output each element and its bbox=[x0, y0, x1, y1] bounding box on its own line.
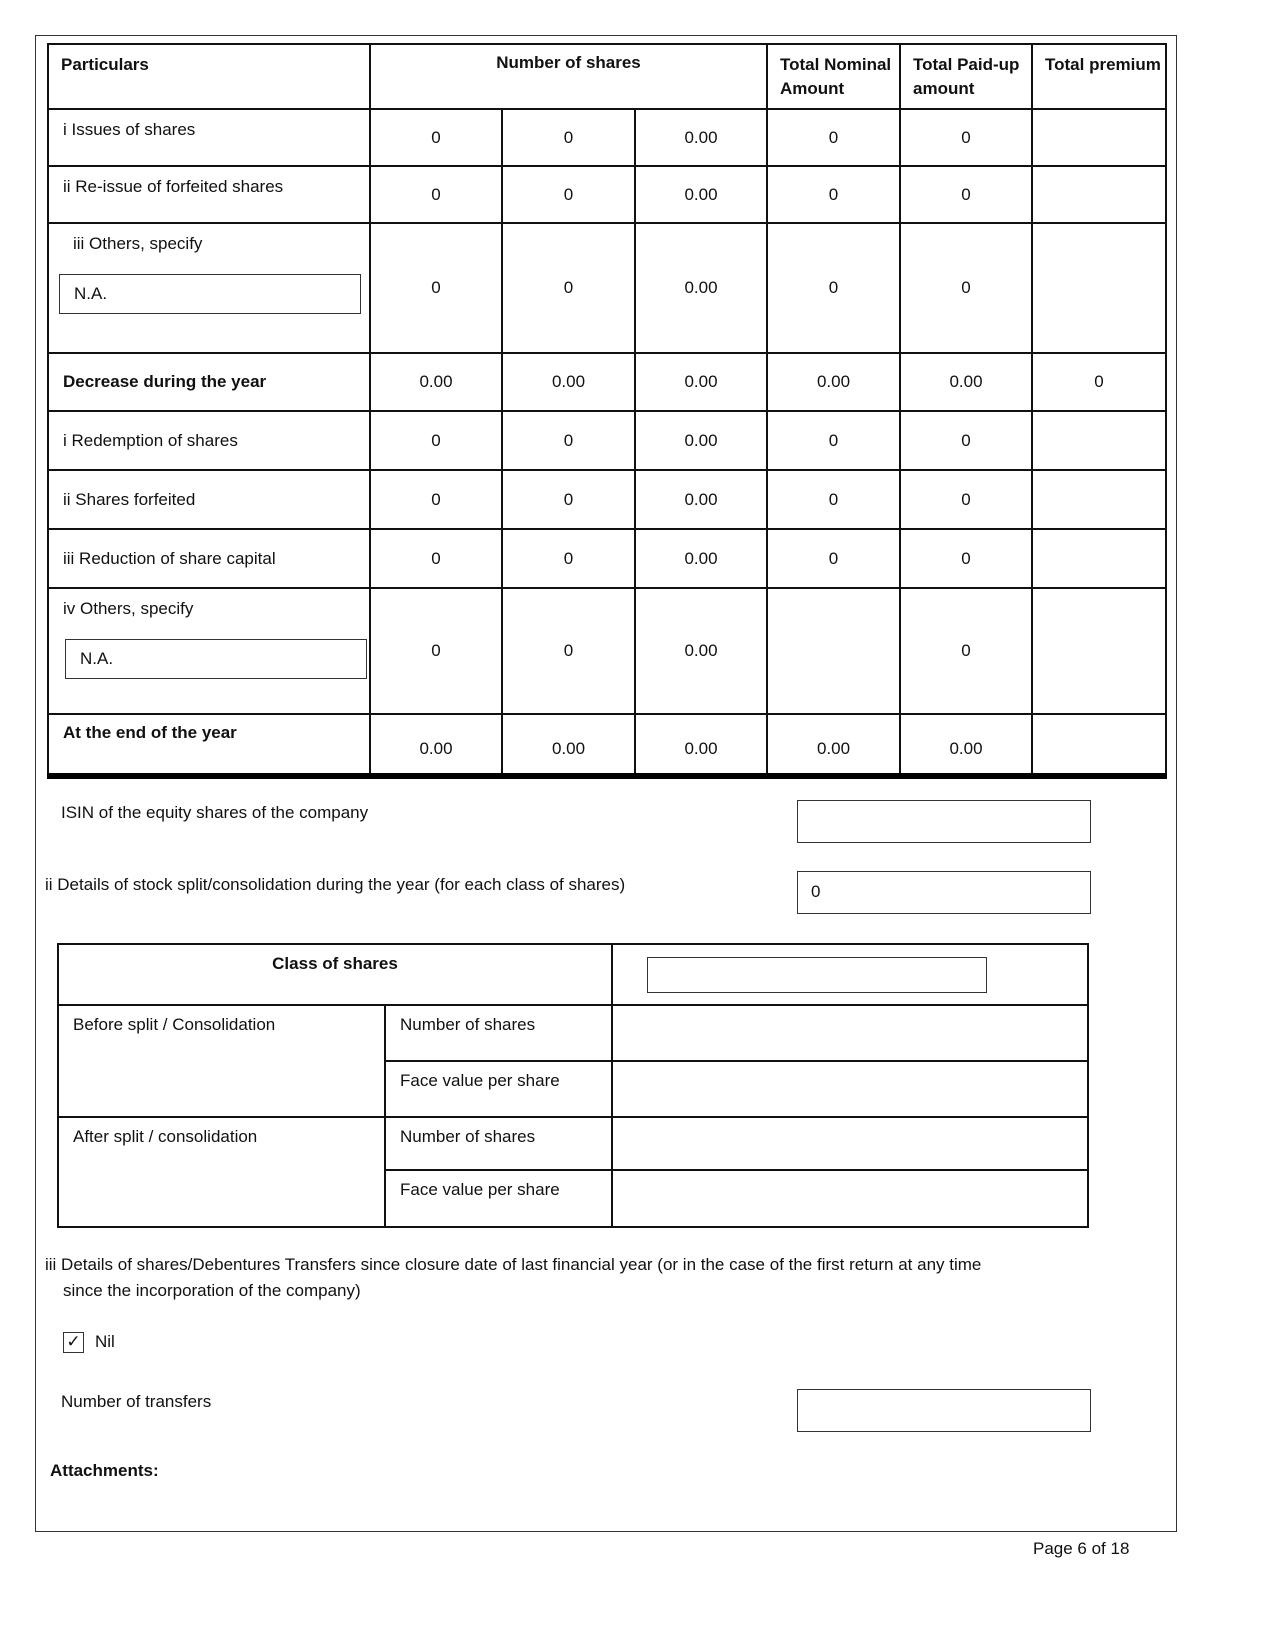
row-label: iii Others, specify bbox=[73, 234, 203, 253]
cell-value: 0 bbox=[502, 411, 635, 470]
cell-value: 0.00 bbox=[767, 353, 900, 411]
after-split-label: After split / consolidation bbox=[58, 1117, 385, 1170]
cell-value: 0.00 bbox=[635, 109, 767, 166]
nil-label: Nil bbox=[95, 1332, 115, 1351]
transfers-label-line1: iii Details of shares/Debentures Transfers since closure date of last financial year (or in the case of the first return at any time bbox=[45, 1255, 982, 1274]
cell-value bbox=[1032, 109, 1166, 166]
stock-split-label: ii Details of stock split/consolidation during the year (for each class of shares) bbox=[45, 875, 626, 894]
page-number: Page 6 of 18 bbox=[1033, 1539, 1130, 1558]
cell-value: 0 bbox=[900, 109, 1032, 166]
before-face-value-row bbox=[58, 1061, 1088, 1117]
table-header-row bbox=[48, 44, 1166, 109]
face-value-label: Face value per share bbox=[385, 1061, 612, 1117]
cell-value: 0 bbox=[502, 166, 635, 223]
cell-value: 0.00 bbox=[635, 529, 767, 588]
table-row bbox=[48, 166, 1166, 223]
cell-value: 0.00 bbox=[635, 411, 767, 470]
cell-value: 0.00 bbox=[370, 714, 502, 776]
class-of-shares-input[interactable] bbox=[647, 957, 987, 993]
cell-value: 0.00 bbox=[900, 714, 1032, 776]
attachments-label: Attachments: bbox=[50, 1461, 159, 1480]
face-value-label: Face value per share bbox=[385, 1170, 612, 1227]
cell-value: 0.00 bbox=[635, 714, 767, 776]
after-face-value-row bbox=[58, 1170, 1088, 1227]
header-total-nominal-amount: Total Nominal Amount bbox=[767, 44, 900, 109]
cell-value: 0 bbox=[370, 588, 502, 714]
header-particulars: Particulars bbox=[48, 44, 370, 109]
table-row-decrease bbox=[48, 353, 1166, 411]
cell-value: 0 bbox=[900, 588, 1032, 714]
header-total-paid-up-amount: Total Paid-up amount bbox=[900, 44, 1032, 109]
row-label: i Redemption of shares bbox=[48, 411, 370, 470]
cell-value: 0.00 bbox=[635, 470, 767, 529]
after-number-of-shares-input[interactable] bbox=[612, 1117, 1088, 1170]
table-row bbox=[48, 588, 1166, 714]
row-label: Decrease during the year bbox=[48, 353, 370, 411]
table-row bbox=[48, 223, 1166, 353]
cell-value: 0 bbox=[502, 588, 635, 714]
after-number-row bbox=[58, 1117, 1088, 1170]
class-of-shares-cell bbox=[612, 944, 1088, 1005]
cell-value: 0 bbox=[767, 529, 900, 588]
cell-value: 0.00 bbox=[767, 714, 900, 776]
cell-value: 0.00 bbox=[635, 353, 767, 411]
table-row bbox=[48, 109, 1166, 166]
table-row bbox=[48, 529, 1166, 588]
cell-value: 0 bbox=[370, 470, 502, 529]
cell-value: 0 bbox=[900, 529, 1032, 588]
number-of-shares-label: Number of shares bbox=[385, 1117, 612, 1170]
after-face-value-input[interactable] bbox=[612, 1170, 1088, 1227]
before-number-of-shares-input[interactable] bbox=[612, 1005, 1088, 1061]
class-of-shares-label: Class of shares bbox=[58, 944, 612, 1005]
header-number-of-shares: Number of shares bbox=[370, 44, 767, 109]
cell-value bbox=[1032, 470, 1166, 529]
class-of-shares-row bbox=[58, 944, 1088, 1005]
cell-value: 0 bbox=[370, 223, 502, 353]
share-capital-table bbox=[47, 43, 1167, 779]
before-number-row bbox=[58, 1005, 1088, 1061]
cell-value: 0.00 bbox=[502, 353, 635, 411]
cell-value: 0.00 bbox=[370, 353, 502, 411]
cell-value: 0 bbox=[370, 109, 502, 166]
cell-value: 0.00 bbox=[900, 353, 1032, 411]
others-specify-input[interactable]: N.A. bbox=[65, 639, 367, 679]
cell-value: 0 bbox=[900, 166, 1032, 223]
row-label: ii Shares forfeited bbox=[48, 470, 370, 529]
cell-value: 0 bbox=[370, 166, 502, 223]
cell-value bbox=[1032, 529, 1166, 588]
transfers-label-line2: since the incorporation of the company) bbox=[63, 1281, 361, 1300]
stock-split-count-input[interactable]: 0 bbox=[797, 871, 1091, 914]
cell-value: 0 bbox=[767, 411, 900, 470]
table-row bbox=[48, 470, 1166, 529]
table-row bbox=[48, 411, 1166, 470]
cell-value: 0 bbox=[767, 223, 900, 353]
isin-label: ISIN of the equity shares of the company bbox=[61, 803, 369, 822]
row-label: i Issues of shares bbox=[48, 109, 370, 166]
cell-value bbox=[1032, 166, 1166, 223]
cell-value: 0 bbox=[502, 109, 635, 166]
cell-value: 0 bbox=[502, 470, 635, 529]
cell-value bbox=[767, 588, 900, 714]
cell-value: 0 bbox=[767, 166, 900, 223]
row-label: ii Re-issue of forfeited shares bbox=[48, 166, 370, 223]
header-total-premium: Total premium bbox=[1032, 44, 1166, 109]
row-label: At the end of the year bbox=[48, 714, 370, 776]
others-specify-input[interactable]: N.A. bbox=[59, 274, 361, 314]
nil-checkbox[interactable] bbox=[63, 1332, 84, 1353]
cell-value: 0 bbox=[767, 109, 900, 166]
cell-value: 0.00 bbox=[635, 588, 767, 714]
cell-value: 0.00 bbox=[635, 166, 767, 223]
cell-value: 0.00 bbox=[635, 223, 767, 353]
after-split-spacer bbox=[58, 1170, 385, 1227]
cell-value: 0 bbox=[502, 529, 635, 588]
isin-input[interactable] bbox=[797, 800, 1091, 843]
cell-value bbox=[1032, 714, 1166, 776]
cell-value: 0 bbox=[370, 411, 502, 470]
row-label: iv Others, specify bbox=[63, 599, 194, 618]
checkmark-icon: ✓ bbox=[66, 1332, 81, 1351]
cell-value bbox=[1032, 223, 1166, 353]
cell-value: 0.00 bbox=[502, 714, 635, 776]
cell-value: 0 bbox=[900, 470, 1032, 529]
cell-value: 0 bbox=[900, 411, 1032, 470]
before-split-label: Before split / Consolidation bbox=[58, 1005, 385, 1061]
before-face-value-input[interactable] bbox=[612, 1061, 1088, 1117]
table-row-end-of-year bbox=[48, 714, 1166, 776]
cell-value: 0 bbox=[370, 529, 502, 588]
cell-value: 0 bbox=[502, 223, 635, 353]
cell-value bbox=[1032, 411, 1166, 470]
cell-value bbox=[1032, 588, 1166, 714]
number-of-transfers-input[interactable] bbox=[797, 1389, 1091, 1432]
stock-split-table bbox=[57, 943, 1089, 1228]
number-of-transfers-label: Number of transfers bbox=[61, 1392, 212, 1411]
number-of-shares-label: Number of shares bbox=[385, 1005, 612, 1061]
before-split-spacer bbox=[58, 1061, 385, 1117]
row-label-cell bbox=[48, 223, 370, 353]
cell-value: 0 bbox=[1032, 353, 1166, 411]
row-label-cell bbox=[48, 588, 370, 714]
cell-value: 0 bbox=[900, 223, 1032, 353]
cell-value: 0 bbox=[767, 470, 900, 529]
row-label: iii Reduction of share capital bbox=[48, 529, 370, 588]
